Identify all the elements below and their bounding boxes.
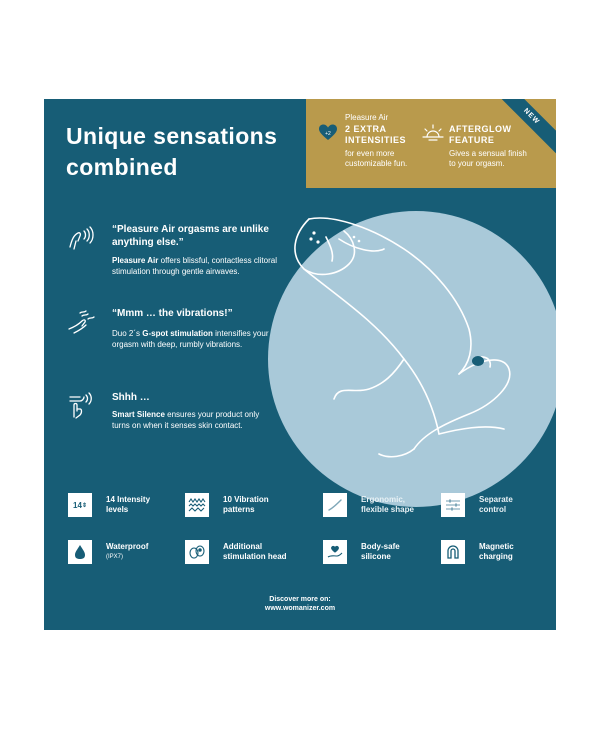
product-panel: [44, 99, 556, 630]
spec-line-2: patterns: [223, 505, 255, 514]
feature-heading: Shhh …: [112, 392, 150, 403]
spec-line-2: levels: [106, 505, 129, 514]
feature-body-text: intensifies your orgasm with deep, rumbly vibrations.: [112, 329, 269, 349]
spec-label: [479, 542, 556, 562]
spec-label: [223, 542, 303, 562]
flexible-shape-icon: [323, 493, 347, 517]
spec-additional-head: [185, 540, 305, 568]
feature-smart-silence: [66, 391, 276, 441]
spec-line-1: Magnetic: [479, 542, 514, 551]
control-sliders-icon: [441, 493, 465, 517]
title-line-2: combined: [66, 154, 178, 180]
intensity-small-label: Pleasure Air: [345, 113, 389, 122]
afterglow-sun-icon: [421, 123, 445, 143]
spec-label: [361, 495, 441, 515]
feature-body-bold: Pleasure Air: [112, 256, 159, 265]
hand-vibration-icon: [66, 307, 96, 337]
intensity-heading-1: 2 EXTRA: [345, 124, 387, 134]
website-link[interactable]: www.womanizer.com: [264, 605, 336, 612]
spec-line-2: charging: [479, 552, 513, 561]
product-illustration: [264, 209, 534, 469]
spec-ergonomic-shape: [323, 493, 443, 521]
new-features-banner: [306, 99, 556, 188]
spec-line-2: control: [479, 505, 507, 514]
feature-body-bold: Smart Silence: [112, 410, 165, 419]
spec-body-safe: [323, 540, 443, 568]
afterglow-heading-1: AFTERGLOW: [449, 124, 512, 134]
spec-line-2: silicone: [361, 552, 391, 561]
intensity-badge: +2: [325, 131, 331, 137]
feature-body: [112, 255, 277, 277]
spec-line-1: 14 Intensity: [106, 495, 151, 504]
feature-heading: “Pleasure Air orgasms are unlike anything else.”: [112, 224, 269, 248]
intensity-heading-2: INTENSITIES: [345, 135, 407, 145]
spec-label: [223, 495, 303, 515]
intensity-levels-count: 14: [73, 500, 82, 510]
feature-heading: “Mmm … the vibrations!”: [112, 308, 233, 319]
hand-airwave-icon: [66, 223, 96, 253]
spec-label: [479, 495, 556, 515]
discover-more: [44, 595, 556, 613]
spec-line-2: flexible shape: [361, 505, 414, 514]
water-drop-icon: [68, 540, 92, 564]
afterglow-body-1: Gives a sensual finish: [449, 149, 527, 158]
intensity-levels-icon: 14 ⇕: [68, 493, 92, 517]
spec-separate-control: [441, 493, 556, 521]
spec-waterproof: [68, 540, 188, 568]
stimulation-heads-icon: [185, 540, 209, 564]
title-line-1: Unique sensations: [66, 123, 278, 149]
touch-sensor-icon: [66, 391, 96, 421]
spec-line-1: Body-safe: [361, 542, 400, 551]
vibration-pattern-icon: [185, 493, 209, 517]
spec-label: [106, 495, 186, 515]
feature-body-bold: G-spot stimulation: [142, 329, 213, 338]
spec-line-1: Ergonomic,: [361, 495, 406, 504]
spec-line-1: 10 Vibration: [223, 495, 269, 504]
spec-intensity-levels: [68, 493, 188, 521]
spec-line-1: Waterproof: [106, 542, 149, 551]
feature-body-text: offers blissful, contactless clitoral stimulation through gentle airwaves.: [112, 256, 277, 276]
feature-vibrations: [66, 307, 276, 367]
page-title: [66, 121, 316, 183]
feature-body-text: ensures your product only turns on when it senses skin contact.: [112, 410, 260, 430]
afterglow-heading-2: FEATURE: [449, 135, 495, 145]
hand-heart-icon: [323, 540, 347, 564]
spec-label: [361, 542, 441, 562]
spec-vibration-patterns: [185, 493, 305, 521]
intensity-body-2: customizable fun.: [345, 159, 408, 168]
intensity-body-1: for even more: [345, 149, 395, 158]
afterglow-body-2: to your orgasm.: [449, 159, 505, 168]
feature-body: [112, 328, 277, 350]
spec-line-2: stimulation head: [223, 552, 287, 561]
spec-line-1: Additional: [223, 542, 263, 551]
spec-label: [106, 542, 186, 562]
spec-magnetic-charging: [441, 540, 556, 568]
feature-pleasure-air: [66, 223, 276, 283]
feature-body: [112, 409, 277, 431]
spec-line-2: (IPX7): [106, 554, 124, 560]
new-ribbon: NEW: [486, 99, 556, 162]
feature-body-pre: Duo 2´s: [112, 329, 143, 338]
magnet-icon: [441, 540, 465, 564]
spec-line-1: Separate: [479, 495, 513, 504]
discover-label: Discover more on:: [269, 596, 331, 603]
